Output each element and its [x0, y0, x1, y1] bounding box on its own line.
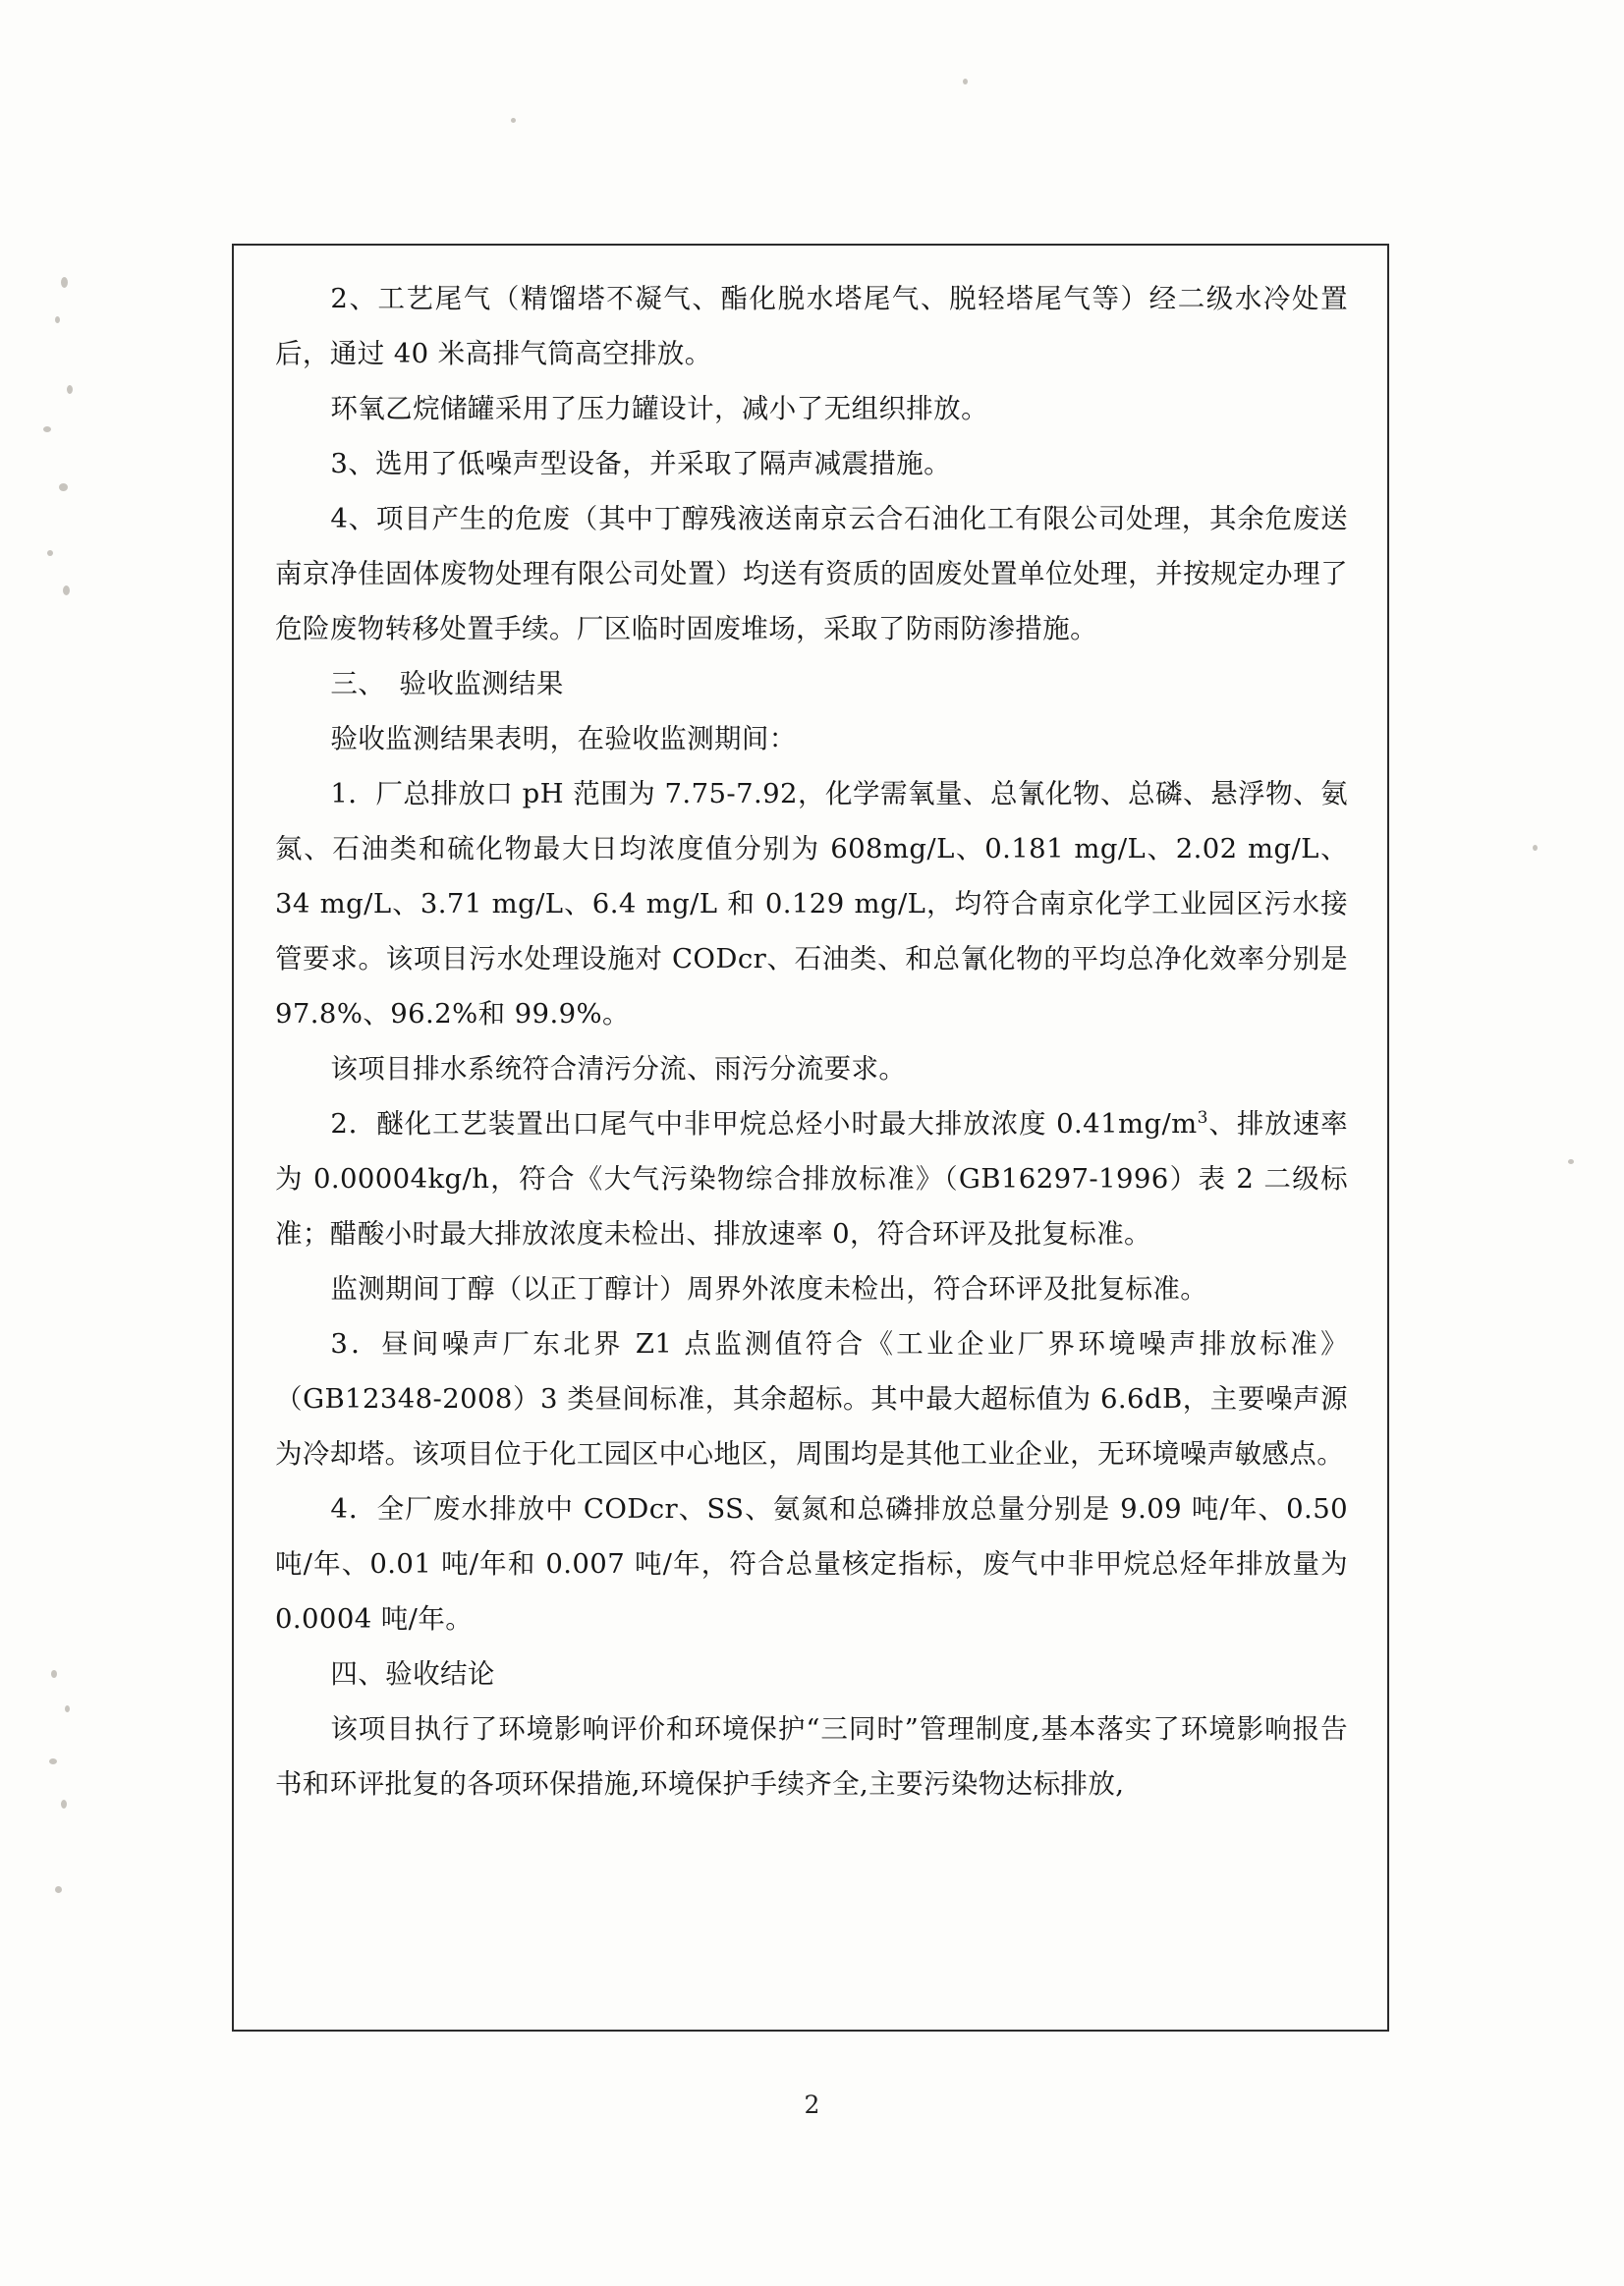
- paragraph-conclusion: 该项目执行了环境影响评价和环境保护“三同时”管理制度,基本落实了环境影响报告书和环评批复的各项环保措施,环境保护手续齐全,主要污染物达标排放,: [275, 1713, 1348, 1800]
- paragraph-eo-tank: 环氧乙烷储罐采用了压力罐设计，减小了无组织排放。: [330, 393, 988, 424]
- section-heading-three: 三、 验收监测结果: [330, 668, 564, 699]
- paragraph-results-intro: 验收监测结果表明，在验收监测期间：: [330, 723, 797, 754]
- paragraph-drainage-system: 该项目排水系统符合清污分流、雨污分流要求。: [330, 1053, 907, 1085]
- paragraph-wastewater-results: 1．厂总排放口 pH 范围为 7.75-7.92，化学需氧量、总氰化物、总磷、悬浮物、氨氮、石油类和硫化物最大日均浓度值分别为 608mg/L、0.181 mg/L、2.02 mg/L、34 mg/L、3.71 mg/L、6.4 mg/L 和 0.129 mg/L，均符合南京化学工业园区污水接管要求。该项目污水处理设施对 CODcr、石油类、和总氰化物的平均总净化效率分别是 97.8%、96.2%和 99.9%。: [275, 778, 1348, 1030]
- paragraph-process-tailgas: 2、工艺尾气（精馏塔不凝气、酯化脱水塔尾气、脱轻塔尾气等）经二级水冷处置后，通过 40 米高排气筒高空排放。: [275, 283, 1348, 369]
- paragraph-butanol-boundary: 监测期间丁醇（以正丁醇计）周界外浓度未检出，符合环评及批复标准。: [330, 1273, 1208, 1305]
- page-number: 2: [804, 2091, 820, 2119]
- paragraph-total-discharge: 4．全厂废水排放中 CODcr、SS、氨氮和总磷排放总量分别是 9.09 吨/年、0.50 吨/年、0.01 吨/年和 0.007 吨/年，符合总量核定指标，废气中非甲烷总烃年排放量为 0.0004 吨/年。: [275, 1493, 1348, 1635]
- paragraph-noise-results: 3．昼间噪声厂东北界 Z1 点监测值符合《工业企业厂界环境噪声排放标准》（GB12348-2008）3 类昼间标准，其余超标。其中最大超标值为 6.6dB，主要噪声源为冷却塔。该项目位于化工园区中心地区，周围均是其他工业企业，无环境噪声敏感点。: [275, 1328, 1348, 1470]
- cubic-meter-superscript: 3: [1197, 1107, 1208, 1128]
- section-heading-four: 四、验收结论: [330, 1658, 495, 1690]
- paragraph-low-noise-equipment: 3、选用了低噪声型设备，并采取了隔声减震措施。: [330, 448, 952, 479]
- tailgas-text-after: 、排放速率为 0.00004kg/h，符合《大气污染物综合排放标准》（GB16297-1996）表 2 二级标准；醋酸小时最大排放浓度未检出、排放速率 0，符合环评及批复标准。: [275, 1108, 1348, 1250]
- document-text-body: [248, 251, 1375, 1812]
- paragraph-hazardous-waste: 4、项目产生的危废（其中丁醇残液送南京云合石油化工有限公司处理，其余危废送南京净佳固体废物处理有限公司处置）均送有资质的固废处置单位处理，并按规定办理了危险废物转移处置手续。厂区临时固废堆场，采取了防雨防渗措施。: [275, 503, 1348, 644]
- tailgas-text-before: 2．醚化工艺装置出口尾气中非甲烷总烃小时最大排放浓度 0.41mg/m: [330, 1108, 1198, 1140]
- paragraph-etherification-tailgas: [275, 1096, 1348, 1261]
